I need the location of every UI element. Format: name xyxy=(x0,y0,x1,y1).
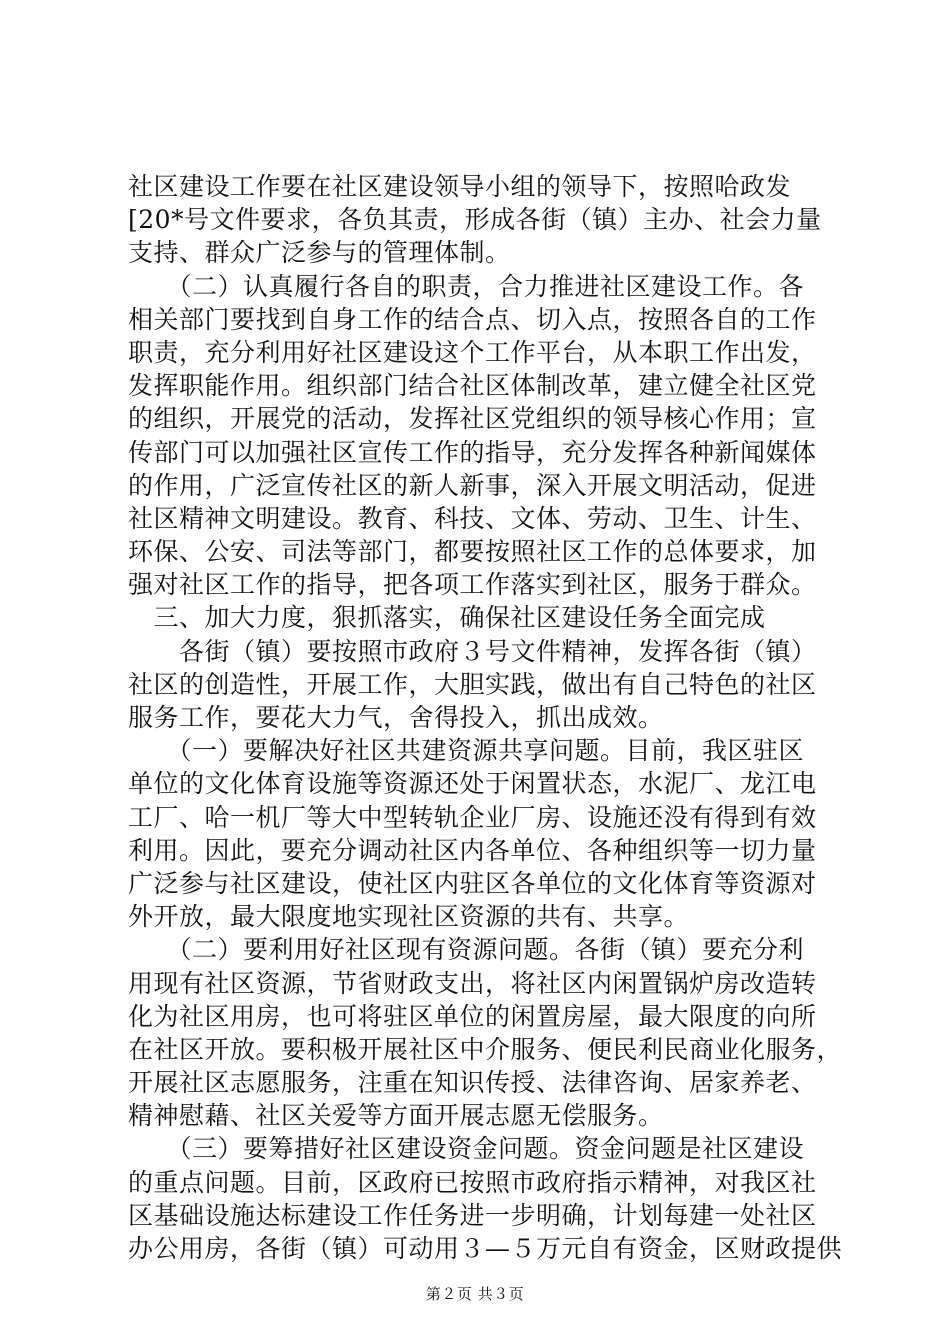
text-line: 职责，充分利用好社区建设这个工作平台，从本职工作出发， xyxy=(128,337,817,367)
text-line: 的重点问题。目前，区政府已按照市政府指示精神，对我区社 xyxy=(128,1167,817,1197)
text-line: 的组织，开展党的活动，发挥社区党组织的领导核心作用；宣 xyxy=(128,404,817,434)
text-line: 外开放，最大限度地实现社区资源的共有、共享。 xyxy=(128,902,690,932)
text-line: 各街（镇）要按照市政府３号文件精神，发挥各街（镇） xyxy=(128,636,817,666)
text-line: 利用。因此，要充分调动社区内各单位、各种组织等一切力量 xyxy=(128,835,817,865)
text-line: 化为社区用房，也可将驻区单位的闲置房屋，最大限度的向所 xyxy=(128,1001,817,1031)
text-line: 办公用房，各街（镇）可动用３—５万元自有资金，区财政提供 xyxy=(128,1234,843,1263)
text-line: 社区精神文明建设。教育、科技、文体、劳动、卫生、计生、 xyxy=(128,503,817,533)
document-body xyxy=(128,170,843,1265)
text-line: [20*号文件要求，各负其责，形成各街（镇）主办、社会力量 xyxy=(128,205,822,235)
text-line: 的作用，广泛宣传社区的新人新事，深入开展文明活动，促进 xyxy=(128,470,817,500)
text-line: 用现有社区资源，节省财政支出，将社区内闲置锅炉房改造转 xyxy=(128,968,817,998)
text-line: 服务工作，要花大力气，舍得投入，抓出成效。 xyxy=(128,703,664,732)
text-line: 强对社区工作的指导，把各项工作落实到社区，服务于群众。 xyxy=(128,570,817,600)
text-line: 工厂、哈一机厂等大中型转轨企业厂房、设施还没有得到有效 xyxy=(128,802,817,832)
text-line: 广泛参与社区建设，使社区内驻区各单位的文化体育等资源对 xyxy=(128,868,817,898)
text-line: 开展社区志愿服务，注重在知识传授、法律咨询、居家养老、 xyxy=(128,1068,817,1098)
text-line: （二）认真履行各自的职责，合力推进社区建设工作。各 xyxy=(128,271,805,301)
text-line: 社区建设工作要在社区建设领导小组的领导下，按照哈政发 xyxy=(128,172,792,201)
text-line: 环保、公安、司法等部门，都要按照社区工作的总体要求，加 xyxy=(128,537,817,567)
page-footer: 第２页 共３页 xyxy=(425,1285,525,1303)
text-line: 社区的创造性，开展工作，大胆实践，做出有自己特色的社区 xyxy=(128,669,817,699)
text-line: 区基础设施达标建设工作任务进一步明确，计划每建一处社区 xyxy=(128,1200,817,1230)
text-line: 发挥职能作用。组织部门结合社区体制改革，建立健全社区党 xyxy=(128,371,817,401)
text-line: 精神慰藉、社区关爱等方面开展志愿无偿服务。 xyxy=(128,1101,664,1131)
text-line: 在社区开放。要积极开展社区中介服务、便民利民商业化服务， xyxy=(128,1034,843,1064)
text-line: 传部门可以加强社区宣传工作的指导，充分发挥各种新闻媒体 xyxy=(128,437,817,467)
text-line: 支持、群众广泛参与的管理体制。 xyxy=(128,238,511,268)
text-line: （一）要解决好社区共建资源共享问题。目前，我区驻区 xyxy=(128,736,805,766)
text-line: 三、加大力度，狠抓落实，确保社区建设任务全面完成 xyxy=(128,603,766,633)
text-line: 单位的文化体育设施等资源还处于闲置状态，水泥厂、龙江电 xyxy=(128,769,817,799)
text-line: 相关部门要找到自身工作的结合点、切入点，按照各自的工作 xyxy=(128,304,817,334)
text-line: （三）要筹措好社区建设资金问题。资金问题是社区建设 xyxy=(128,1134,805,1164)
text-line: （二）要利用好社区现有资源问题。各街（镇）要充分利 xyxy=(128,935,805,965)
